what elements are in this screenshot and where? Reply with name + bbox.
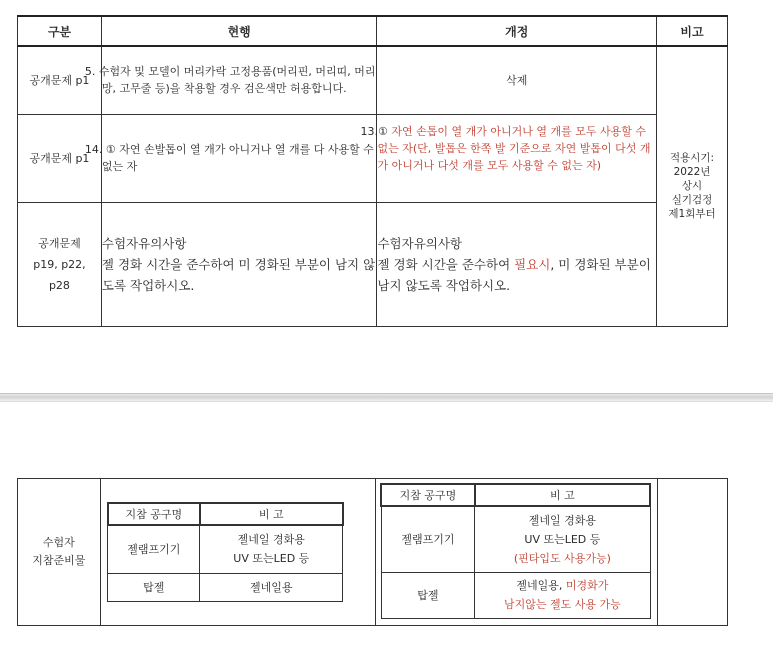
tool-note: 젤네일 경화용 UV 또는LED 등 (핀타입도 사용가능)	[475, 506, 651, 572]
revised-body: 젤 경화 시간을 준수하여 필요시, 미 경화된 부분이 남지 않도록 작업하시오.	[377, 256, 651, 293]
revised-text: 삭제	[377, 46, 657, 114]
current-text: 14. ① 자연 손발톱이 열 개가 아니거나 열 개를 다 사용할 수 없는 자	[101, 114, 377, 202]
table-row	[18, 46, 728, 114]
revision-table	[17, 15, 728, 327]
revised-materials-cell	[376, 479, 658, 626]
tool-header: 지참 공구명	[108, 503, 200, 525]
current-body: 젤 경화 시간을 준수하여 미 경화된 부분이 남지 않도록 작업하시오.	[101, 256, 376, 293]
revised-text	[377, 202, 657, 326]
page-separator	[0, 393, 773, 402]
row-label: 수험자 지참준비물	[18, 479, 101, 626]
note-cell-empty	[658, 479, 728, 626]
note-line: 2022년	[673, 166, 711, 179]
revised-tools-table	[380, 483, 651, 619]
header-revised: 개정	[377, 16, 657, 46]
note-cell	[657, 46, 728, 326]
header-current: 현행	[101, 16, 377, 46]
table-row	[18, 114, 728, 202]
row-label: 공개문제 p1	[18, 114, 102, 202]
note-line: 제1회부터	[668, 208, 716, 221]
table-row	[381, 572, 650, 618]
row-label: 공개문제 p19, p22, p28	[18, 202, 102, 326]
current-text: 5. 수험자 및 모델이 머리카락 고정용품(머리핀, 머리띠, 머리망, 고무줄 등)을 착용할 경우 검은색만 허용합니다.	[101, 46, 377, 114]
table-row	[381, 506, 650, 572]
note-header: 비 고	[475, 484, 651, 506]
tool-name: 탑젤	[381, 572, 474, 618]
tool-name: 젤램프기기	[108, 525, 200, 573]
current-title: 수험자유의사항	[101, 235, 187, 251]
tool-note: 젤네일 경화용 UV 또는LED 등	[200, 525, 343, 573]
revised-text	[360, 114, 657, 202]
table-row	[108, 573, 343, 601]
materials-table	[17, 478, 728, 626]
tool-note: 젤네일용, 미경화가 남지않는 젤도 사용 가능	[475, 572, 651, 618]
header-category: 구분	[18, 16, 102, 46]
table-row	[18, 202, 728, 326]
current-tools-table	[107, 502, 344, 602]
note-line: 상시	[681, 180, 703, 193]
note-line: 적용시기:	[669, 152, 715, 165]
tool-name: 젤램프기기	[381, 506, 474, 572]
revised-highlight: 자연 손톱이 열 개가 아니거나 열 개를 모두 사용할 수 없는 자(단, 발톱은 한쪽 발 기준으로 자연 발톱이 다섯 개가 아니거나 다섯 개를 모두 사용할 수 없는 자)	[377, 124, 651, 172]
row-label: 공개문제 p1	[18, 46, 102, 114]
header-row	[18, 16, 728, 46]
current-text	[101, 202, 377, 326]
tool-name: 탑젤	[108, 573, 200, 601]
note-header: 비 고	[200, 503, 343, 525]
table-row	[108, 525, 343, 573]
revised-title: 수험자유의사항	[377, 235, 462, 251]
current-materials-cell	[100, 479, 376, 626]
tool-header: 지참 공구명	[381, 484, 474, 506]
header-note: 비고	[657, 16, 728, 46]
revised-prefix: 13.①	[360, 124, 392, 138]
tool-note: 젤네일용	[200, 573, 343, 601]
note-line: 실기검정	[671, 194, 713, 207]
revised-highlight: 필요시	[514, 256, 551, 272]
